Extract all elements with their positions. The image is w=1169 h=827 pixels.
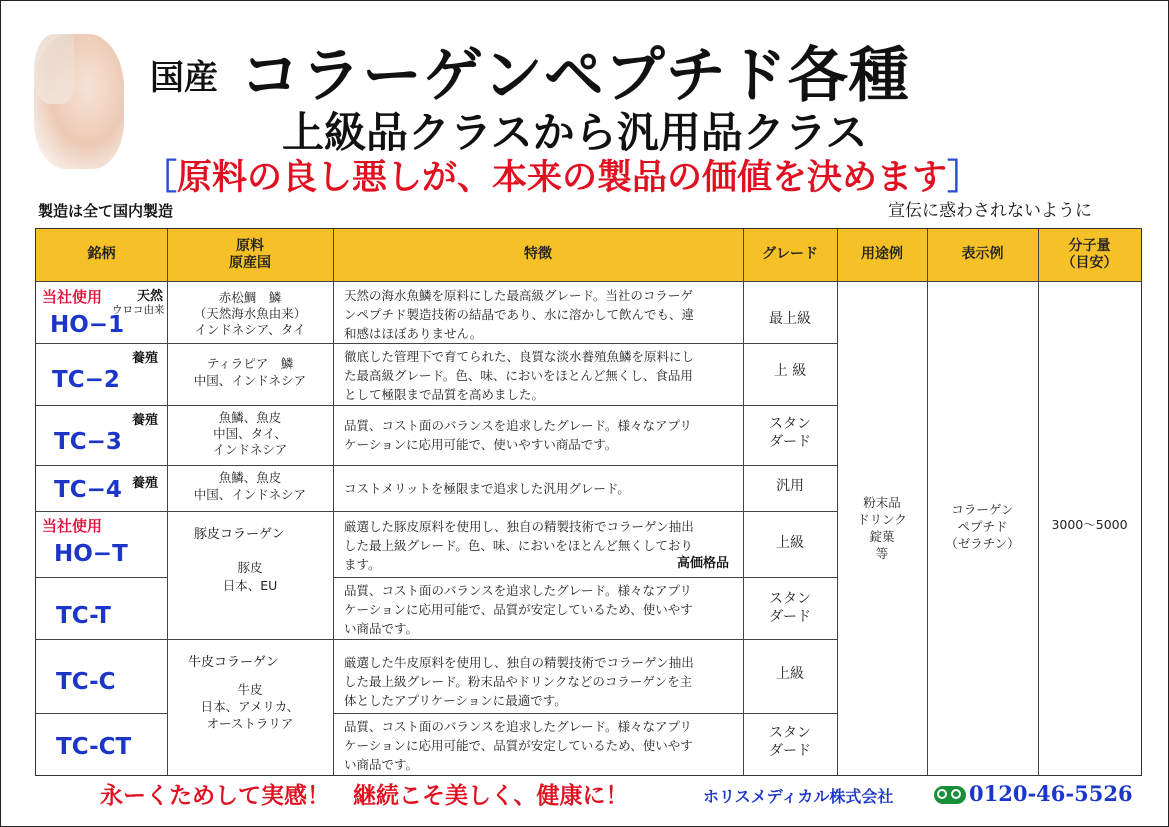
feature-line: 徹底した管理下で育てられた、良質な淡水養殖魚鱗を原料にし <box>344 349 695 364</box>
header-brand: 銘柄 <box>36 229 167 281</box>
feature-line: した最上級グレード。色、味、においをほとんど無くしており <box>344 538 693 553</box>
pork-material-title: 豚皮コラーゲン <box>194 527 285 542</box>
brand-code: TC-CT <box>56 734 132 760</box>
header-grade: グレード <box>743 229 837 281</box>
labeling-line: ペプチド <box>957 519 1008 534</box>
material-line: ティラピア 鱗 <box>206 356 294 371</box>
header-features: 特徴 <box>333 229 743 281</box>
grade-value: 上 級 <box>773 363 807 379</box>
grade-value: スタン <box>769 725 811 741</box>
note-domestic: 製造は全て国内製造 <box>38 202 174 220</box>
feature-line: した最上級グレード。粉末品やドリンクなどのコラーゲンを主 <box>344 674 693 689</box>
brand-code: HO−1 <box>50 312 125 338</box>
material-line: 牛皮 <box>237 682 263 697</box>
grade-value: 汎用 <box>776 478 804 494</box>
tagline-text: 原料の良し悪しが、本来の製品の価値を決めます <box>177 158 948 198</box>
bracket-close: ］ <box>947 158 983 198</box>
material-line: インドネシア <box>212 442 288 457</box>
feature-line: 厳選した豚皮原料を使用し、独自の精製技術でコラーゲン抽出 <box>344 519 694 534</box>
feature-line: 体としたアプリケーションに最適です。 <box>344 693 567 708</box>
grid-line <box>333 577 837 578</box>
origin-tag: 養殖 <box>132 476 159 491</box>
grid-line <box>1038 229 1039 775</box>
phone-number: 0120-46-5526 <box>969 781 1133 806</box>
header-material-2: 原産国 <box>229 255 271 271</box>
material-line: 中国、タイ、 <box>213 426 287 441</box>
used-label: 当社使用 <box>42 288 103 306</box>
feature-line: コストメリットを極限まで追求した汎用グレード。 <box>344 481 630 496</box>
grade-value: ダード <box>769 609 811 625</box>
page-title: コラーゲンペプチド各種 <box>240 41 910 111</box>
feature-line: ケーションに応用可能で、使いやすい商品です。 <box>344 437 618 452</box>
feature-line: い商品です。 <box>344 757 419 772</box>
grid-line <box>36 281 1141 282</box>
free-dial-icon <box>934 786 966 804</box>
page-subtitle: 上級品クラスから汎用品クラス <box>282 108 868 157</box>
company-name: ホリスメディカル株式会社 <box>703 787 894 806</box>
used-label: 当社使用 <box>42 517 103 535</box>
feature-line: ンペプチド製造技術の結晶であり、水に溶かして飲んでも、違 <box>344 307 695 322</box>
title-prefix: 国産 <box>150 58 218 98</box>
brand-code: TC−3 <box>54 429 122 455</box>
feature-line: た最高級グレード。色、味、においをほとんど無くし、食品用 <box>344 368 693 383</box>
grid-line <box>36 713 167 714</box>
beef-material-title: 牛皮コラーゲン <box>188 655 279 670</box>
header-labeling: 表示例 <box>927 229 1038 281</box>
origin-tag: 天然 <box>137 289 164 304</box>
header-mw-2: （目安） <box>1061 255 1118 271</box>
grade-value: ダード <box>769 743 811 759</box>
material-line: 日本、アメリカ、 <box>200 699 300 714</box>
grid-line <box>36 465 837 466</box>
header-mw-1: 分子量 <box>1068 237 1111 254</box>
grade-value: スタン <box>769 416 811 432</box>
usage-line: 等 <box>875 546 889 561</box>
usage-line: 粉末品 <box>863 495 901 510</box>
feature-line: ケーションに応用可能で、品質が安定しているため、使いやす <box>344 738 693 753</box>
feature-line: ケーションに応用可能で、品質が安定しているため、使いやす <box>344 602 693 617</box>
labeling-line: コラーゲン <box>951 502 1014 517</box>
brand-code: TC-C <box>56 669 116 695</box>
origin-tag: 養殖 <box>132 413 159 428</box>
brand-code: TC-T <box>56 603 111 629</box>
origin-tag: 養殖 <box>132 351 159 366</box>
feature-line: として極限まで品質を高めました。 <box>344 387 545 402</box>
brand-code: TC−4 <box>54 477 122 503</box>
molecular-weight: 3000～5000 <box>1051 517 1128 532</box>
feature-line: ます。 <box>344 557 381 572</box>
grid-line <box>36 639 837 640</box>
grade-value: 最上級 <box>769 311 811 327</box>
header-material <box>167 229 333 281</box>
grid-line <box>36 511 837 512</box>
product-table <box>35 228 1142 776</box>
origin-sub-tag: ウロコ由来 <box>112 304 165 316</box>
header-material-1: 原料 <box>236 237 264 254</box>
brand-code: TC−2 <box>52 367 120 393</box>
feature-line: 和感はほぼありません。 <box>344 326 483 341</box>
material-line: 魚鱗、魚皮 <box>218 410 282 425</box>
material-line: オーストラリア <box>206 716 294 731</box>
grade-value: 上級 <box>776 666 804 682</box>
header-usage: 用途例 <box>837 229 927 281</box>
material-line: 中国、インドネシア <box>193 373 307 388</box>
material-line: 中国、インドネシア <box>193 487 307 502</box>
bracket-open: ［ <box>142 158 178 198</box>
brand-code: HO−T <box>54 541 128 567</box>
usage-line: ドリンク <box>857 512 907 527</box>
grade-value: スタン <box>769 591 811 607</box>
material-line: 豚皮 <box>237 560 263 575</box>
grid-line <box>36 577 167 578</box>
material-line: （天然海水魚由来） <box>193 306 307 321</box>
material-line: 日本、EU <box>222 578 278 593</box>
note-advert: 宣伝に惑わされないように <box>888 201 1092 221</box>
material-line: インドネシア、タイ <box>194 322 306 337</box>
premium-label: 高価格品 <box>677 556 730 571</box>
grade-value: ダード <box>769 434 811 450</box>
feature-line: 品質、コスト面のバランスを追求したグレード。様々なアプリ <box>344 719 693 734</box>
model-hair-image <box>34 34 74 104</box>
feature-line: 品質、コスト面のバランスを追求したグレード。様々なアプリ <box>344 583 693 598</box>
feature-line: 品質、コスト面のバランスを追求したグレード。様々なアプリ <box>344 418 693 433</box>
feature-line: い商品です。 <box>344 621 419 636</box>
feature-line: 天然の海水魚鱗を原料にした最高級グレード。当社のコラーゲ <box>344 288 693 303</box>
material-line: 赤松鯛 鱗 <box>218 290 282 305</box>
grid-line <box>333 713 837 714</box>
grid-line <box>36 405 837 406</box>
material-line: 魚鱗、魚皮 <box>218 470 282 485</box>
header-molecular-weight <box>1038 229 1141 281</box>
tagline <box>142 150 982 200</box>
usage-line: 錠菓 <box>869 529 895 544</box>
grid-line <box>333 229 334 775</box>
labeling-line: （ゼラチン） <box>945 536 1020 551</box>
grade-value: 上級 <box>776 535 804 551</box>
footer-slogan: 永ーくためして実感！ 継続こそ美しく、健康に！ <box>100 783 629 809</box>
feature-line: 厳選した牛皮原料を使用し、独自の精製技術でコラーゲン抽出 <box>344 655 694 670</box>
